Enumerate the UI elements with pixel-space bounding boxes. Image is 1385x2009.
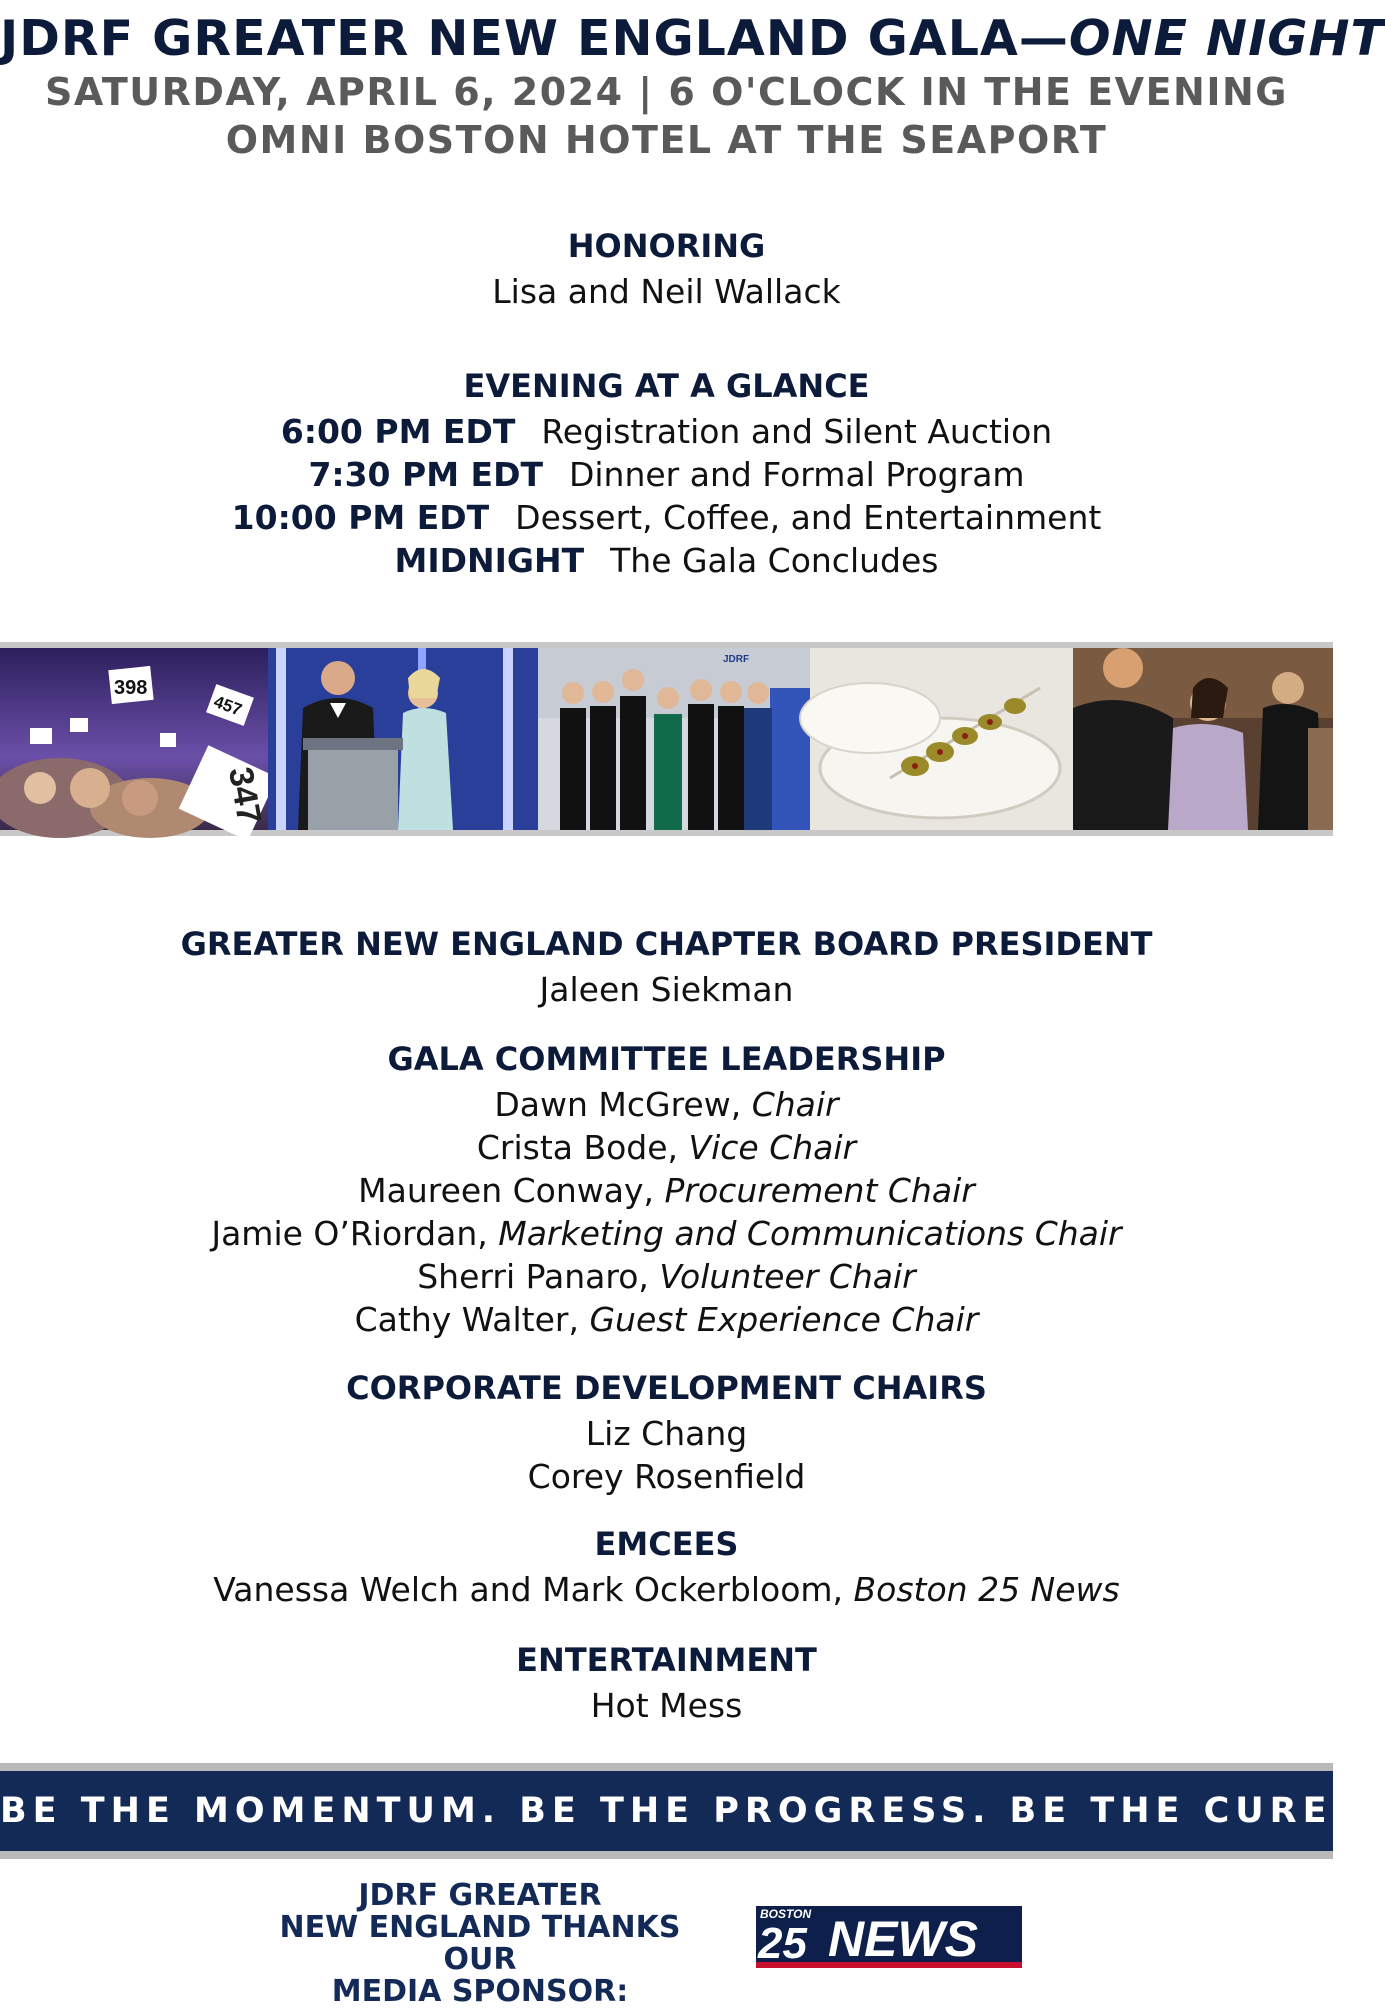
gala-title-main: JDRF GREATER NEW ENGLAND GALA— [0, 10, 1069, 67]
emcees-names [0, 1568, 1333, 1611]
schedule-time: 10:00 PM EDT [231, 498, 490, 537]
member-role: Volunteer Chair [659, 1257, 916, 1296]
corporate-section [0, 1364, 1333, 1498]
jdrf-sign: JDRF [723, 654, 750, 665]
group-photo [538, 648, 810, 830]
gala-title [0, 10, 1385, 67]
boston-25-news-logo [756, 1900, 1022, 1970]
entertainment-section [0, 1636, 1333, 1727]
photo-strip [0, 642, 1333, 836]
paddle-number: 457 [211, 692, 245, 720]
schedule-event: The Gala Concludes [610, 541, 939, 580]
schedule-time: 7:30 PM EDT [308, 455, 543, 494]
board-president-name: Jaleen Siekman [539, 970, 794, 1009]
board-heading: GREATER NEW ENGLAND CHAPTER BOARD PRESIDENT [180, 925, 1153, 963]
schedule-time: MIDNIGHT [394, 541, 585, 580]
schedule-item [0, 496, 1333, 539]
sponsor-line: JDRF GREATER [358, 1878, 602, 1913]
emcees-affiliation: Boston 25 News [853, 1570, 1120, 1609]
venue-line: OMNI BOSTON HOTEL AT THE SEAPORT [225, 118, 1108, 162]
banner-divider-top [0, 1763, 1333, 1771]
member-name: Dawn McGrew, [494, 1085, 752, 1124]
member-name: Maureen Conway, [358, 1171, 665, 1210]
honoring-section [0, 222, 1333, 313]
committee-member [0, 1083, 1333, 1126]
logo-word: NEWS [828, 1911, 978, 1967]
committee-member [0, 1169, 1333, 1212]
sponsor-line: NEW ENGLAND THANKS OUR [279, 1910, 681, 1977]
member-role: Chair [751, 1085, 839, 1124]
auction-photo [0, 648, 268, 830]
committee-member [0, 1298, 1333, 1341]
schedule-event: Registration and Silent Auction [541, 412, 1053, 451]
honoree-names: Lisa and Neil Wallack [492, 272, 841, 311]
member-role: Vice Chair [688, 1128, 857, 1167]
honoring-heading: HONORING [567, 227, 766, 265]
committee-heading: GALA COMMITTEE LEADERSHIP [387, 1040, 946, 1078]
schedule-time: 6:00 PM EDT [280, 412, 516, 451]
corporate-heading: CORPORATE DEVELOPMENT CHAIRS [346, 1369, 987, 1407]
paddle-number: 398 [114, 677, 148, 699]
schedule-item [0, 410, 1333, 453]
corporate-chair-name: Corey Rosenfield [527, 1457, 806, 1496]
guests-photo [1073, 648, 1333, 830]
committee-member [0, 1255, 1333, 1298]
member-name: Cathy Walter, [354, 1300, 590, 1339]
member-name: Sherri Panaro, [417, 1257, 660, 1296]
member-role: Guest Experience Chair [589, 1300, 979, 1339]
sponsor-line: MEDIA SPONSOR: [331, 1974, 629, 2009]
gala-title-italic: ONE NIGHT [1068, 10, 1385, 67]
logo-number: 25 [758, 1919, 807, 1968]
member-name: Crista Bode, [476, 1128, 689, 1167]
banner-divider-bottom [0, 1851, 1333, 1859]
committee-member [0, 1126, 1333, 1169]
emcees-section [0, 1520, 1333, 1611]
schedule-item [0, 453, 1333, 496]
emcees-names-text: Vanessa Welch and Mark Ockerbloom, [213, 1570, 854, 1609]
member-role: Marketing and Communications Chair [498, 1214, 1122, 1253]
podium-photo [268, 648, 538, 830]
schedule-event: Dessert, Coffee, and Entertainment [515, 498, 1102, 537]
emcees-heading: EMCEES [594, 1525, 739, 1563]
sponsor-thanks [240, 1880, 720, 2008]
committee-section [0, 1035, 1333, 1341]
corporate-chair-name: Liz Chang [585, 1414, 748, 1453]
schedule-item [0, 539, 1333, 582]
paddle-number: 347 [221, 764, 269, 827]
member-name: Jamie O’Riordan, [211, 1214, 499, 1253]
entertainment-heading: ENTERTAINMENT [516, 1641, 817, 1679]
entertainment-name: Hot Mess [590, 1686, 743, 1725]
schedule-heading: EVENING AT A GLANCE [463, 367, 870, 405]
member-role: Procurement Chair [664, 1171, 975, 1210]
committee-member [0, 1212, 1333, 1255]
board-section [0, 920, 1333, 1011]
logo-boston: BOSTON [760, 1907, 812, 1921]
date-line: SATURDAY, APRIL 6, 2024 | 6 O'CLOCK IN THE EVENING [45, 70, 1288, 114]
schedule-section [0, 362, 1333, 582]
schedule-event: Dinner and Formal Program [568, 455, 1025, 494]
tagline-banner: BE THE MOMENTUM. BE THE PROGRESS. BE THE CURE. [0, 1771, 1333, 1851]
martini-photo [810, 648, 1073, 830]
